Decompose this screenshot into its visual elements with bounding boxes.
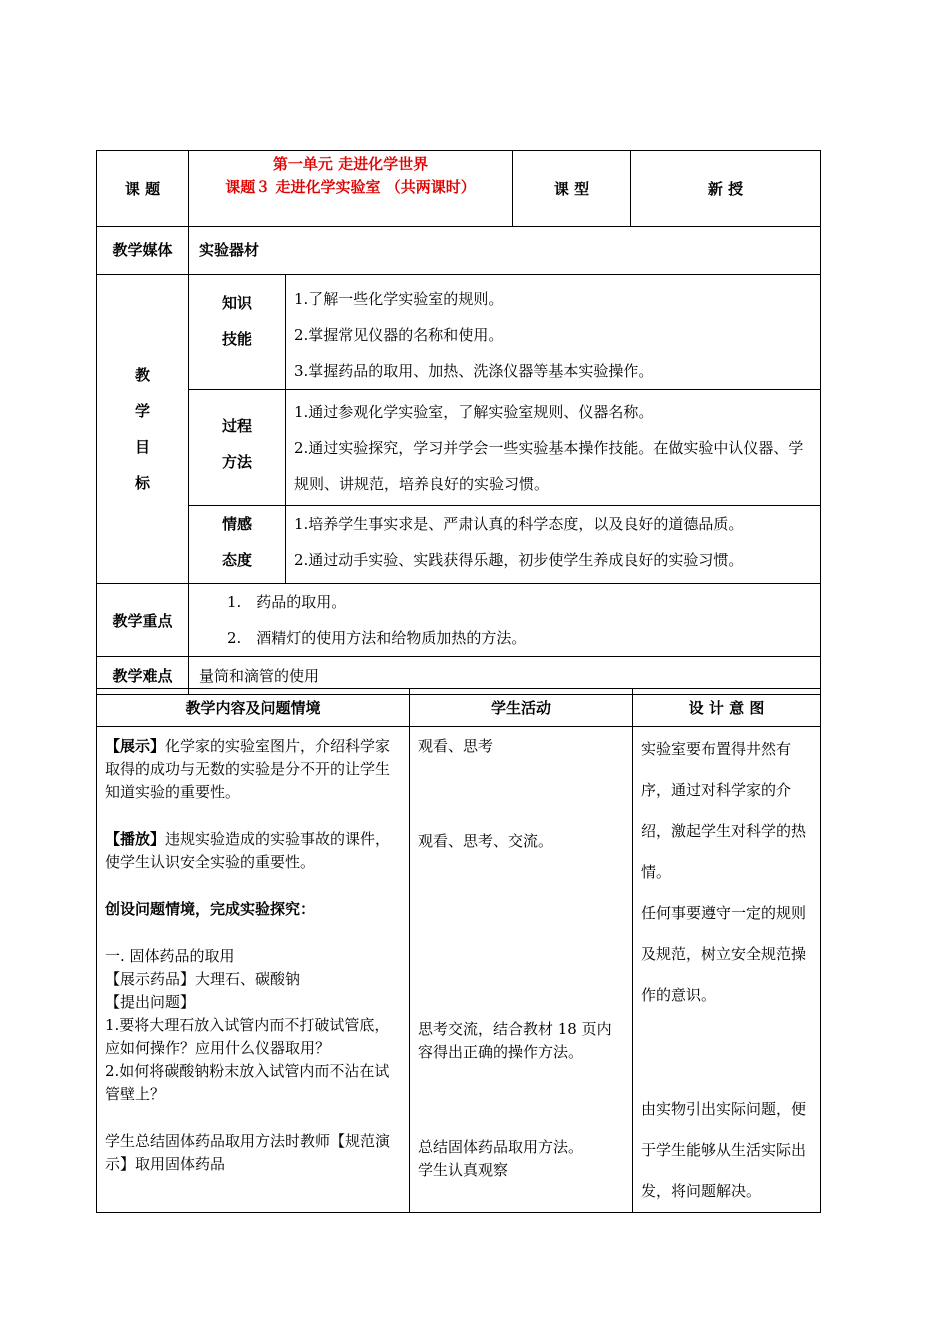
- content-text: 违规实验造成的实验事故的课件，使学生认识安全实验的重要性。: [105, 830, 391, 871]
- content-line: 【提出问题】: [105, 993, 196, 1011]
- media-label: 教学媒体: [97, 227, 189, 275]
- intent-item: 实验室要布置得井然有序，通过对科学家的介绍，激起学生对科学的热情。: [641, 740, 807, 881]
- process-label-line: 方法: [221, 453, 252, 471]
- goals-label-char: 教: [134, 366, 150, 384]
- activity-item: 思考交流，结合教材 18 页内容得出正确的操作方法。: [418, 1020, 612, 1061]
- content-body-row: [97, 727, 821, 1213]
- goal-knowledge-row: [97, 275, 821, 390]
- media-value: 实验器材: [189, 227, 821, 275]
- goal-item: 2.通过动手实验、实践获得乐趣，初步使学生养成良好的实验习惯。: [294, 551, 744, 569]
- goal-item: 3.掌握药品的取用、加热、洗涤仪器等基本实验操作。: [294, 362, 654, 380]
- lesson-info-table: [96, 150, 821, 695]
- tag-play: 【播放】: [105, 830, 166, 848]
- knowledge-label: [189, 275, 286, 390]
- lesson-title-line2: 课题３ 走进化学实验室 （共两课时）: [225, 178, 476, 196]
- activity-item: 总结固体药品取用方法。: [418, 1138, 584, 1156]
- lesson-content-table: [96, 688, 821, 1213]
- goals-label-char: 标: [134, 474, 150, 492]
- content-line: 【展示药品】大理石、碳酸钠: [105, 970, 301, 988]
- activity-item: 观看、思考: [418, 737, 494, 755]
- type-label: 课 型: [513, 151, 631, 227]
- process-label-line: 过程: [221, 417, 252, 435]
- lesson-title: [189, 151, 513, 227]
- emotion-label-line: 情感: [221, 515, 252, 533]
- key-point-item: 1. 药品的取用。: [227, 593, 347, 611]
- activity-column: [410, 727, 633, 1213]
- type-value: 新 授: [631, 151, 821, 227]
- content-line: 学生总结固体药品取用方法时教师【规范演示】取用固体药品: [105, 1132, 391, 1173]
- goals-label-char: 学: [134, 402, 150, 420]
- header-content: 教学内容及问题情境: [97, 689, 410, 727]
- topic-label: 课 题: [97, 151, 189, 227]
- goal-item: 1.了解一些化学实验室的规则。: [294, 290, 504, 308]
- header-intent: 设 计 意 图: [633, 689, 821, 727]
- emotion-goals: [286, 506, 821, 584]
- intent-item: 由实物引出实际问题，便于学生能够从生活实际出发，将问题解决。: [641, 1100, 807, 1200]
- activity-item: 观看、思考、交流。: [418, 832, 554, 850]
- tag-show: 【展示】: [105, 737, 166, 755]
- goals-label: [97, 275, 189, 584]
- process-goals: [286, 390, 821, 506]
- content-text: 化学家的实验室图片，介绍科学家取得的成功与无数的实验是分不开的让学生知道实验的重要性。: [105, 737, 391, 801]
- media-row: [97, 227, 821, 275]
- header-activity: 学生活动: [410, 689, 633, 727]
- content-header-row: [97, 689, 821, 727]
- knowledge-label-line: 技能: [221, 330, 252, 348]
- intent-column: [633, 727, 821, 1213]
- content-paragraph: [105, 735, 401, 804]
- knowledge-goals: [286, 275, 821, 390]
- lesson-title-line1: 第一单元 走进化学世界: [272, 155, 429, 173]
- goal-process-row: [97, 390, 821, 506]
- key-points: [189, 584, 821, 657]
- knowledge-label-line: 知识: [221, 294, 252, 312]
- goal-emotion-row: [97, 506, 821, 584]
- subsection-title: 一. 固体药品的取用: [105, 947, 235, 965]
- difficulty-label: 教学难点: [97, 657, 189, 695]
- goal-item: 2.通过实验探究，学习并学会一些实验基本操作技能。在做实验中认仪器、学规则、讲规范，培养良好的实验习惯。: [294, 439, 804, 493]
- content-column: [97, 727, 410, 1213]
- goal-item: 1.通过参观化学实验室，了解实验室规则、仪器名称。: [294, 403, 654, 421]
- key-points-row: [97, 584, 821, 657]
- goals-label-char: 目: [134, 438, 150, 456]
- content-paragraph: [105, 828, 401, 874]
- question-item: 2.如何将碳酸钠粉末放入试管内而不沾在试管壁上？: [105, 1062, 390, 1103]
- difficulty-value: 量筒和滴管的使用: [189, 657, 821, 695]
- section-heading: 创设问题情境，完成实验探究：: [105, 900, 316, 918]
- activity-item: 学生认真观察: [418, 1161, 509, 1179]
- key-point-item: 2. 酒精灯的使用方法和给物质加热的方法。: [227, 629, 527, 647]
- key-points-label: 教学重点: [97, 584, 189, 657]
- title-row: [97, 151, 821, 227]
- goal-item: 2.掌握常见仪器的名称和使用。: [294, 326, 504, 344]
- emotion-label: [189, 506, 286, 584]
- intent-item: 任何事要遵守一定的规则及规范，树立安全规范操作的意识。: [641, 904, 807, 1004]
- process-label: [189, 390, 286, 506]
- emotion-label-line: 态度: [221, 551, 252, 569]
- question-item: 1.要将大理石放入试管内而不打破试管底，应如何操作？应用什么仪器取用？: [105, 1016, 390, 1057]
- goal-item: 1.培养学生事实求是、严肃认真的科学态度，以及良好的道德品质。: [294, 515, 744, 533]
